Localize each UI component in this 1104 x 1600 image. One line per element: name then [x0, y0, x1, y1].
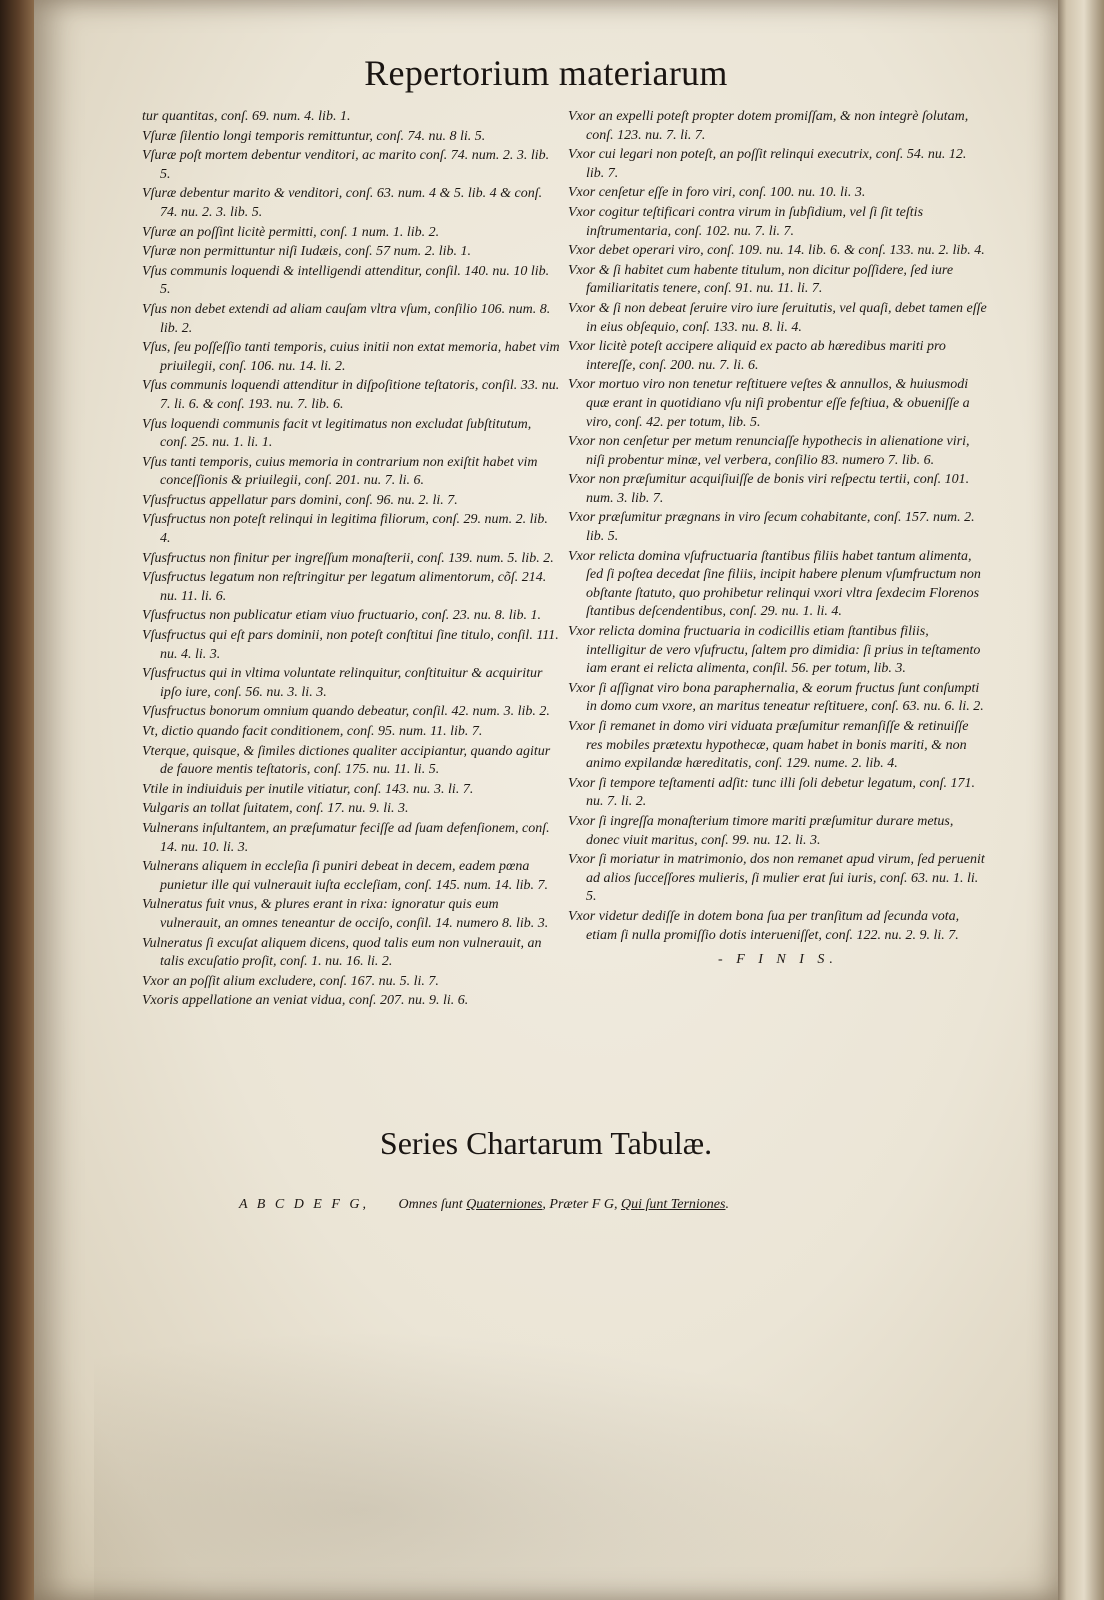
index-entry: Vſuræ ſilentio longi temporis remittuntur, conſ. 74. nu. 8 li. 5. — [142, 128, 486, 144]
index-entry: Vtile in indiuiduis per inutile vitiatur, conſ. 143. nu. 3. li. 7. — [142, 781, 474, 797]
index-entry: Vſusfructus qui in vltima voluntate relinquitur, conſtituitur & acquiritur ipſo iure, conſ. 56. nu. 3. li. 3. — [142, 666, 543, 700]
index-entry: Vſus communis loquendi attenditur in diſpoſitione teſtatoris, conſil. 33. nu. 7. li. 6. & conſ. 193. nu. 7. lib. 6. — [142, 378, 560, 412]
index-entry: Vxor & ſi non debeat ſeruire viro iure ſeruitutis, vel quaſi, debet tamen eſſe in eius obſequio, conſ. 133. nu. 8. li. 4. — [568, 300, 987, 335]
index-entry: Vſusfructus non publicatur etiam viuo fructuario, conſ. 23. nu. 8. lib. 1. — [142, 608, 541, 624]
series-text-5: . — [725, 1197, 729, 1212]
index-entry: Vxor relicta domina vſufructuaria ſtantibus filiis habet tantum alimenta, ſed ſi poſtea decedat ſine filiis, incipit habere plenum vſumfructum non obſtante ſtatuto, quo prohibetur relinqui vxori vltra ſexdecim Florenos ſtantibus deſcendentibus, conſ. 29. nu. 1. li. 4. — [568, 548, 981, 620]
index-entry: Vxor ſi tempore teſtamenti adſit: tunc illi ſoli debetur legatum, conſ. 171. nu. 7. li. 2. — [568, 775, 975, 810]
series-title: Series Chartarum Tabulæ. — [379, 1125, 713, 1161]
index-entry: Vſus communis loquendi & intelligendi attenditur, conſil. 140. nu. 10 lib. 5. — [142, 263, 550, 298]
index-entry: Vxor & ſi habitet cum habente titulum, non dicitur poſſidere, ſed iure familiaritatis tenere, conſ. 91. nu. 11. li. 7. — [568, 262, 954, 297]
index-entry: Vulnerans inſultantem, an præſumatur feciſſe ad ſuam defenſionem, conſ. 14. nu. 10. li. 3. — [142, 820, 550, 855]
index-entry: Vſuræ poſt mortem debentur venditori, ac marito conſ. 74. num. 2. 3. lib. 5. — [142, 148, 550, 182]
series-letters: A B C D E F G, — [239, 1197, 370, 1212]
index-entry: Vxor cui legari non poteſt, an poſſit relinqui executrix, conſ. 54. nu. 12. lib. 7. — [568, 147, 967, 181]
index-entry: Vxor ſi moriatur in matrimonio, dos non remanet apud virum, ſed peruenit ad alios ſucceſſores mulieris, ſi mulier erat ſui iuris, conſ. 63. nu. 1. li. 5. — [568, 852, 985, 905]
index-entry: Vſusfructus qui eſt pars dominii, non poteſt conſtitui ſine titulo, conſil. 111. nu. 4. li. 3. — [142, 628, 559, 662]
series-text-3: , Præter F G, — [542, 1197, 621, 1212]
series-text-terniones: Qui ſunt Terniones — [620, 1197, 726, 1212]
index-entry: Vulneratus fuit vnus, & plures erant in rixa: ignoratur quis eum vulnerauit, an omnes teneantur de occiſo, conſil. 14. numero 8. lib. 3. — [142, 897, 549, 931]
index-entry: Vſusfructus legatum non reſtringitur per legatum alimentorum, cõſ. 214. nu. 11. li. 6. — [142, 570, 547, 604]
index-entry: Vſusfructus appellatur pars domini, conſ. 96. nu. 2. li. 7. — [142, 492, 458, 508]
index-entry: Vſuræ an poſſint licitè permitti, conſ. 1 num. 1. lib. 2. — [142, 224, 440, 240]
index-entry: Vſusfructus non poteſt relinqui in legitima filiorum, conſ. 29. num. 2. lib. 4. — [142, 512, 548, 547]
index-entry: Vxor debet operari viro, conſ. 109. nu. 14. lib. 6. & conſ. 133. nu. 2. lib. 4. — [568, 243, 985, 259]
index-entry: Vſuræ debentur marito & venditori, conſ. 63. num. 4 & 5. lib. 4 & conſ. 74. nu. 2. 3. lib. 5. — [142, 186, 543, 220]
index-entry: Vterque, quisque, & ſimiles dictiones qualiter accipiantur, quando agitur de fauore mentis teſtatoris, conſ. 175. nu. 11. li. 5. — [142, 743, 551, 778]
index-entry: Vſusfructus bonorum omnium quando debeatur, conſil. 42. num. 3. lib. 2. — [142, 704, 550, 720]
index-entry: Vulneratus ſi excuſat aliquem dicens, quod talis eum non vulnerauit, an talis excuſatio proſit, conſ. 1. nu. 16. li. 2. — [142, 935, 542, 970]
index-entry: tur quantitas, conſ. 69. num. 4. lib. 1. — [142, 109, 351, 124]
index-entry: Vſus tanti temporis, cuius memoria in contrarium non exiſtit habet vim conceſſionis & priuilegii, conſ. 201. nu. 7. li. 6. — [142, 454, 538, 489]
book-edge-right — [1054, 0, 1104, 1600]
series-text-quaterniones: Quaterniones — [466, 1197, 543, 1212]
index-entry: Vxoris appellatione an veniat vidua, conſ. 207. nu. 9. li. 6. — [142, 993, 469, 1009]
index-entry: Vxor an expelli poteſt propter dotem promiſſam, & non integrè ſolutam, conſ. 123. nu. 7. li. 7. — [568, 109, 969, 143]
series-text-1: Omnes ſunt — [398, 1197, 467, 1212]
index-entry: Vxor an poſſit alium excludere, conſ. 167. nu. 5. li. 7. — [142, 973, 439, 989]
page-title: Repertorium materiarum — [364, 53, 728, 93]
index-entry: Vulnerans aliquem in eccleſia ſi puniri debeat in decem, eadem pœna punietur ille qui vulnerauit iuſta eccleſiam, conſ. 145. num. 14. lib. 7. — [142, 859, 549, 893]
index-entry: Vſus, ſeu poſſeſſio tanti temporis, cuius initii non extat memoria, habet vim priuilegii, conſ. 106. nu. 14. li. 2. — [142, 340, 560, 374]
book-page — [34, 0, 1058, 1600]
index-entry: Vxor licitè poteſt accipere aliquid ex pacto ab hæredibus mariti pro intereſſe, conſ. 200. nu. 7. li. 6. — [568, 339, 946, 373]
index-column-right — [568, 108, 988, 970]
index-entry: Vt, dictio quando facit conditionem, conſ. 95. num. 11. lib. 7. — [142, 724, 483, 739]
index-entry: Vulgaris an tollat ſuitatem, conſ. 17. nu. 9. li. 3. — [142, 801, 409, 817]
index-entry: Vxor ſi remanet in domo viri viduata præſumitur remanſiſſe & retinuiſſe res mobiles prætextu hypothecæ, quam habet in bonis mariti, & non animo expilandæ hæreditatis, conſ. 129. nume. 2. lib. 4. — [568, 719, 969, 772]
index-entry: Vxor videtur dediſſe in dotem bona ſua per tranſitum ad ſecunda vota, etiam ſi nulla promiſſio dotis interueniſſet, conſ. 122. nu. 2. 9. li. 7. — [568, 908, 960, 943]
index-entry: Vxor non cenſetur per metum renunciaſſe hypothecis in alienatione viri, niſi probentur minæ, vel verbera, conſilio 83. numero 7. lib. 6. — [568, 434, 970, 468]
index-entry: Vxor relicta domina fructuaria in codicillis etiam ſtantibus filiis, intelligitur de vero vſufructu, ſaltem pro dimidia: ſi prius in teſtamento iam erant ei relicta alimenta, conſil. 56. per totum, lib. 3. — [568, 624, 981, 677]
index-entry: Vſusfructus non finitur per ingreſſum monaſterii, conſ. 139. num. 5. lib. 2. — [142, 550, 554, 566]
index-entry: Vxor ſi ingreſſa monaſterium timore mariti præſumitur durare metus, donec viuit maritus, conſ. 99. nu. 12. li. 3. — [568, 813, 954, 848]
finis-mark: - F I N I S. — [718, 952, 838, 968]
index-column-left — [142, 108, 560, 1012]
index-entry: Vſuræ non permittuntur niſi Iudæis, conſ. 57 num. 2. lib. 1. — [142, 244, 472, 260]
index-entry: Vxor ſi aſſignat viro bona paraphernalia, & eorum fructus ſunt conſumpti in domo cum vxore, an maritus teneatur reſtituere, conſ. 63. nu. 6. li. 2. — [568, 680, 984, 715]
index-entry: Vſus non debet extendi ad aliam cauſam vltra vſum, conſilio 106. num. 8. lib. 2. — [142, 301, 551, 336]
index-entry: Vxor cogitur teſtificari contra virum in ſubſidium, vel ſi ſit teſtis inſtrumentaria, conſ. 102. nu. 7. li. 7. — [568, 204, 924, 239]
index-entry: Vxor præſumitur prægnans in viro ſecum cohabitante, conſ. 157. num. 2. lib. 5. — [568, 510, 975, 545]
index-entry: Vxor cenſetur eſſe in foro viri, conſ. 100. nu. 10. li. 3. — [568, 185, 866, 201]
index-entry: Vſus loquendi communis facit vt legitimatus non excludat ſubſtitutum, conſ. 25. nu. 1. li. 1. — [142, 416, 532, 451]
series-line — [239, 1197, 939, 1213]
index-entry: Vxor non præſumitur acquiſiuiſſe de bonis viri reſpectu tertii, conſ. 101. num. 3. lib. 7. — [568, 472, 970, 506]
page-stain — [94, 1300, 994, 1600]
index-entry: Vxor mortuo viro non tenetur reſtituere veſtes & annullos, & huiusmodi quæ erant in quotidiano vſu niſi probentur eſſe feſtiua, & obueniſſe a viro, conſ. 42. per totum, lib. 5. — [568, 377, 970, 430]
